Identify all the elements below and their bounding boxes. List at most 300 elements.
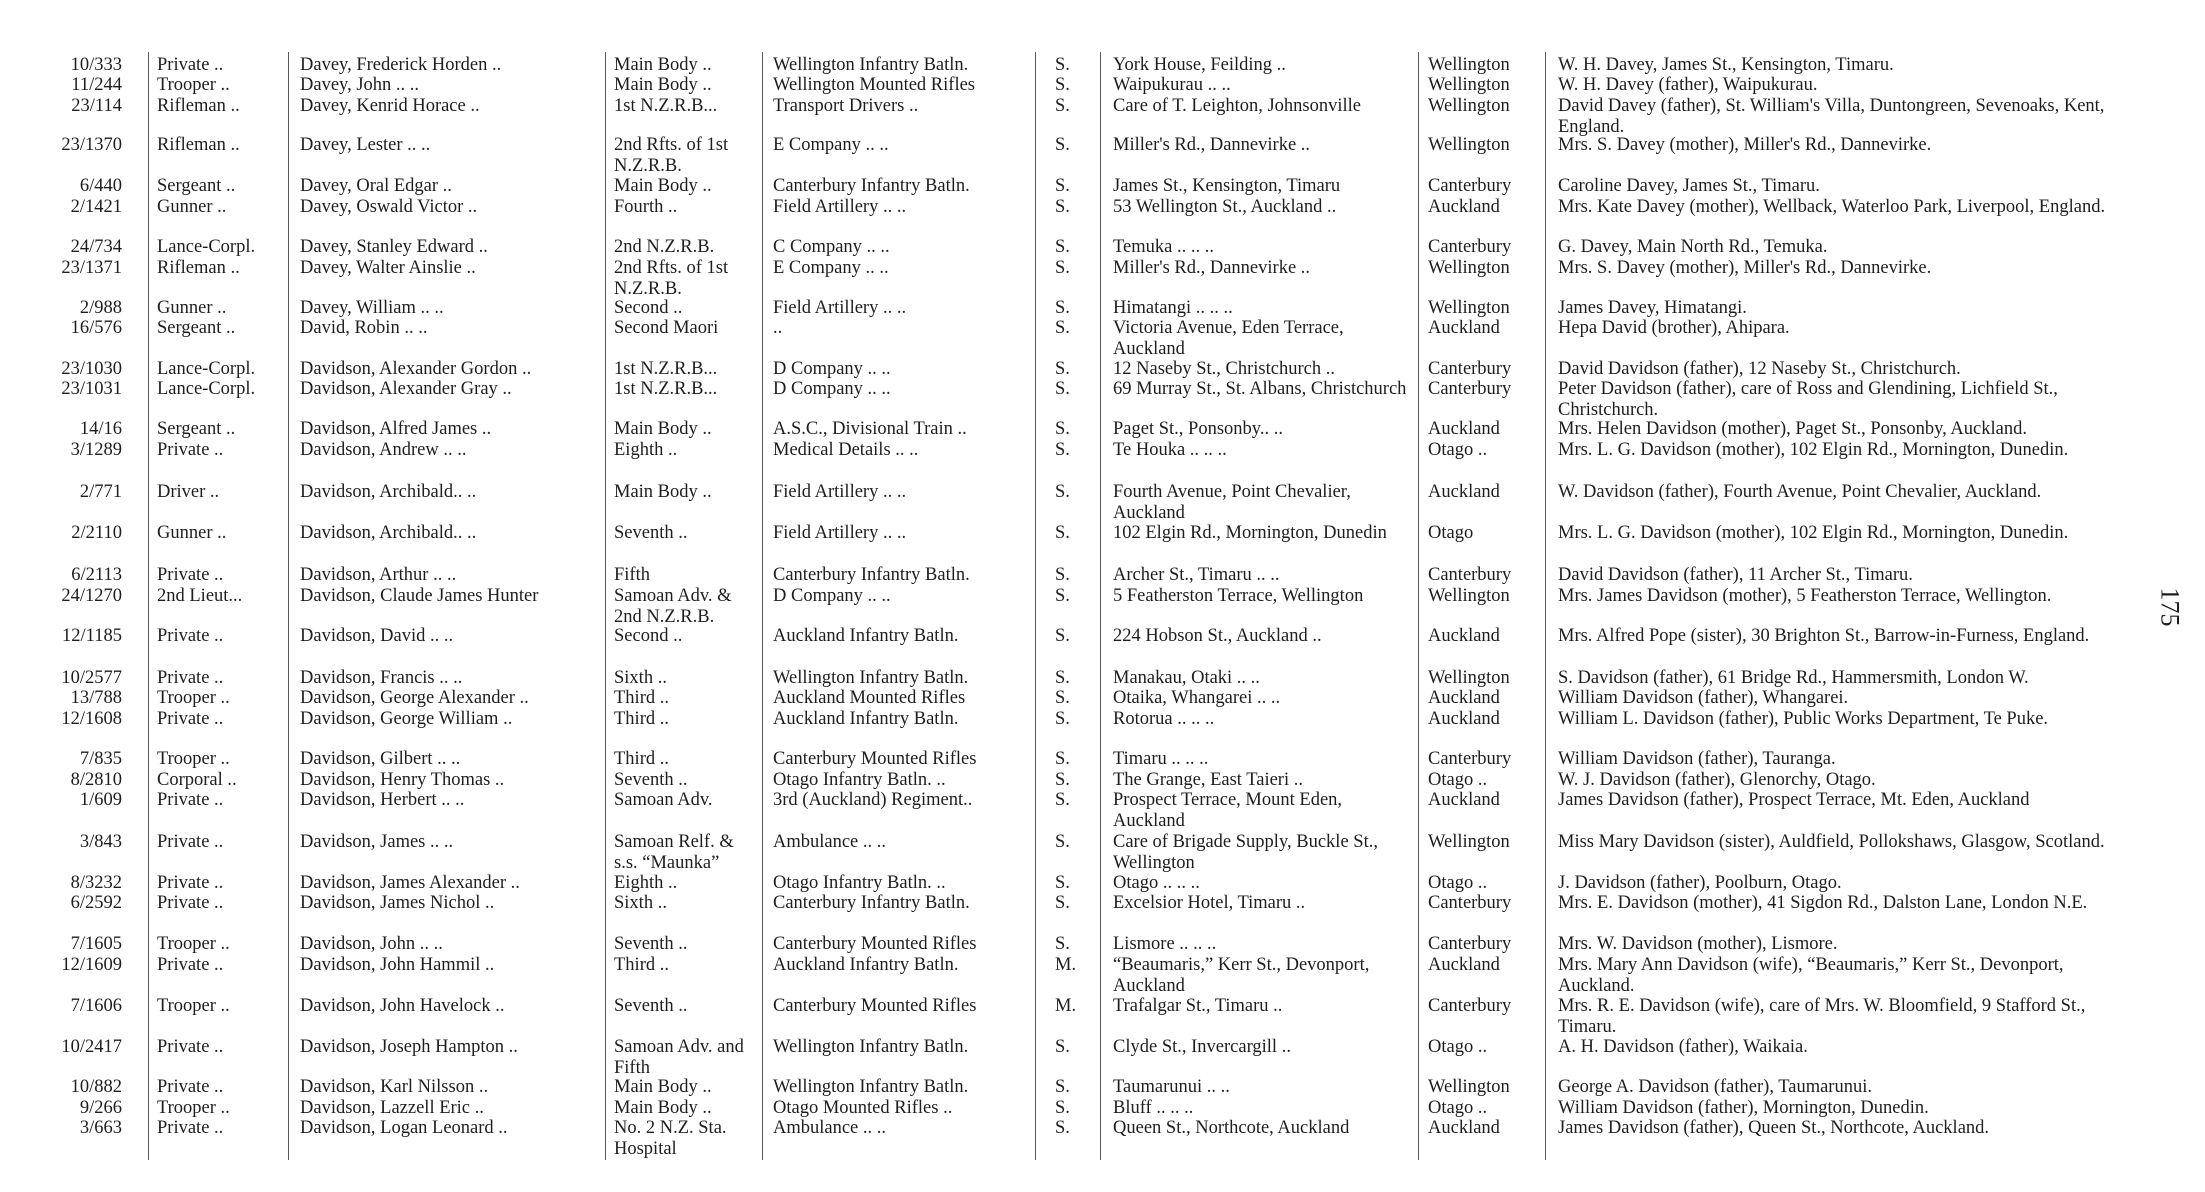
entry-district: Wellington — [1428, 586, 1510, 606]
entry-number: 12/1609 — [61, 955, 122, 975]
entry-name: Davidson, John Havelock .. — [300, 996, 505, 1016]
entry-unit: Second .. — [614, 626, 683, 646]
entry-rank: Rifleman .. — [157, 258, 240, 278]
entry-number: 7/1605 — [70, 934, 122, 954]
entry-next-of-kin: Mrs. W. Davidson (mother), Lismore. — [1558, 934, 1838, 954]
entry-marital-status: S. — [1055, 668, 1070, 688]
entry-subunit: Field Artillery .. .. — [773, 298, 907, 318]
entry-next-of-kin: Peter Davidson (father), care of Ross and Glendining, Lichfield St., Christchurch. — [1558, 379, 2058, 420]
entry-next-of-kin: Miss Mary Davidson (sister), Auldfield, Pollokshaws, Glasgow, Scotland. — [1558, 832, 2105, 852]
roll-entry — [0, 1118, 2205, 1160]
entry-name: Davidson, Andrew .. .. — [300, 440, 467, 460]
entry-unit: Main Body .. — [614, 176, 712, 196]
entry-district: Otago .. — [1428, 770, 1488, 790]
entry-district: Auckland — [1428, 688, 1500, 708]
entry-next-of-kin: William L. Davidson (father), Public Works Department, Te Puke. — [1558, 709, 2049, 729]
entry-unit: Eighth .. — [614, 873, 678, 893]
entry-subunit: Otago Infantry Batln. .. — [773, 873, 946, 893]
page-number: 175 — [2155, 587, 2185, 627]
entry-address: Himatangi .. .. .. — [1113, 298, 1233, 318]
entry-rank: Trooper .. — [157, 75, 230, 95]
entry-rank: Private .. — [157, 955, 224, 975]
entry-rank: Private .. — [157, 893, 224, 913]
entry-address: “Beaumaris,” Kerr St., Devonport, Auckland — [1113, 955, 1370, 996]
entry-unit: Fourth .. — [614, 197, 678, 217]
entry-marital-status: M. — [1055, 996, 1077, 1016]
entry-subunit: Canterbury Mounted Rifles — [773, 996, 977, 1016]
entry-unit: Third .. — [614, 709, 669, 729]
entry-name: Davidson, Claude James Hunter — [300, 586, 539, 606]
entry-unit: Eighth .. — [614, 440, 678, 460]
entry-unit: Main Body .. — [614, 75, 712, 95]
roll-entry — [0, 135, 2205, 177]
entry-address: Waipukurau .. .. — [1113, 75, 1231, 95]
roll-entry — [0, 893, 2205, 935]
entry-rank: Private .. — [157, 790, 224, 810]
entry-subunit: Field Artillery .. .. — [773, 523, 907, 543]
entry-marital-status: S. — [1055, 709, 1070, 729]
entry-marital-status: S. — [1055, 1037, 1070, 1057]
entry-name: Davidson, John Hammil .. — [300, 955, 495, 975]
entry-unit: Seventh .. — [614, 523, 688, 543]
entry-district: Auckland — [1428, 1118, 1500, 1138]
entry-number: 23/1370 — [61, 135, 122, 155]
entry-marital-status: S. — [1055, 176, 1070, 196]
roll-entry — [0, 523, 2205, 565]
entry-name: Davidson, George William .. — [300, 709, 513, 729]
entry-number: 23/1031 — [61, 379, 122, 399]
entry-subunit: Wellington Mounted Rifles — [773, 75, 975, 95]
entry-number: 10/2577 — [61, 668, 122, 688]
entry-unit: Fifth — [614, 565, 650, 585]
entry-address: Archer St., Timaru .. .. — [1113, 565, 1280, 585]
entry-district: Otago .. — [1428, 1037, 1488, 1057]
entry-subunit: Ambulance .. .. — [773, 1118, 887, 1138]
entry-next-of-kin: William Davidson (father), Whangarei. — [1558, 688, 1849, 708]
entry-subunit: Auckland Mounted Rifles — [773, 688, 966, 708]
entry-unit: Third .. — [614, 749, 669, 769]
entry-next-of-kin: Mrs. Alfred Pope (sister), 30 Brighton St., Barrow-in-Furness, England. — [1558, 626, 2090, 646]
entry-address: Clyde St., Invercargill .. — [1113, 1037, 1291, 1057]
entry-number: 24/734 — [70, 237, 122, 257]
entry-marital-status: M. — [1055, 955, 1077, 975]
entry-address: Fourth Avenue, Point Chevalier, Auckland — [1113, 482, 1351, 523]
entry-address: Manakau, Otaki .. .. — [1113, 668, 1260, 688]
entry-unit: 1st N.Z.R.B... — [614, 96, 718, 116]
entry-name: Davidson, Alexander Gray .. — [300, 379, 512, 399]
entry-subunit: Canterbury Infantry Batln. — [773, 176, 970, 196]
entry-address: Timaru .. .. .. — [1113, 749, 1209, 769]
entry-rank: Private .. — [157, 1118, 224, 1138]
entry-next-of-kin: George A. Davidson (father), Taumarunui. — [1558, 1077, 1872, 1097]
entry-subunit: E Company .. .. — [773, 258, 889, 278]
entry-number: 23/1030 — [61, 359, 122, 379]
entry-name: Davidson, James Alexander .. — [300, 873, 520, 893]
entry-subunit: Canterbury Mounted Rifles — [773, 934, 977, 954]
entry-number: 10/333 — [70, 55, 122, 75]
entry-district: Auckland — [1428, 197, 1500, 217]
entry-district: Wellington — [1428, 135, 1510, 155]
entry-address: Otaika, Whangarei .. .. — [1113, 688, 1281, 708]
entry-unit: Seventh .. — [614, 770, 688, 790]
entry-name: Davey, Walter Ainslie .. — [300, 258, 476, 278]
entry-marital-status: S. — [1055, 258, 1070, 278]
entry-address: Taumarunui .. .. — [1113, 1077, 1230, 1097]
entry-number: 23/1371 — [61, 258, 122, 278]
entry-district: Wellington — [1428, 832, 1510, 852]
entry-number: 7/1606 — [70, 996, 122, 1016]
entry-number: 6/2113 — [71, 565, 122, 585]
entry-unit: Main Body .. — [614, 419, 712, 439]
entry-next-of-kin: Mrs. Mary Ann Davidson (wife), “Beaumaris,” Kerr St., Devonport, Auckland. — [1558, 955, 2064, 996]
entry-address: 12 Naseby St., Christchurch .. — [1113, 359, 1335, 379]
entry-next-of-kin: James Davidson (father), Prospect Terrace, Mt. Eden, Auckland — [1558, 790, 2030, 810]
entry-unit: Sixth .. — [614, 893, 667, 913]
entry-name: Davidson, David .. .. — [300, 626, 454, 646]
entry-rank: Private .. — [157, 873, 224, 893]
entry-subunit: Otago Infantry Batln. .. — [773, 770, 946, 790]
roll-entry — [0, 955, 2205, 997]
entry-next-of-kin: David Davidson (father), 11 Archer St., Timaru. — [1558, 565, 1913, 585]
entry-number: 3/663 — [79, 1118, 122, 1138]
entry-unit: Second Maori — [614, 318, 719, 338]
entry-next-of-kin: Mrs. L. G. Davidson (mother), 102 Elgin Rd., Mornington, Dunedin. — [1558, 523, 2069, 543]
entry-subunit: Auckland Infantry Batln. — [773, 955, 959, 975]
entry-next-of-kin: Mrs. S. Davey (mother), Miller's Rd., Dannevirke. — [1558, 258, 1932, 278]
entry-number: 10/2417 — [61, 1037, 122, 1057]
entry-district: Wellington — [1428, 668, 1510, 688]
entry-subunit: Wellington Infantry Batln. — [773, 1077, 969, 1097]
roll-entry — [0, 258, 2205, 300]
entry-subunit: Auckland Infantry Batln. — [773, 626, 959, 646]
roll-entry — [0, 790, 2205, 832]
entry-number: 3/1289 — [70, 440, 122, 460]
entry-name: Davidson, James .. .. — [300, 832, 454, 852]
entry-marital-status: S. — [1055, 298, 1070, 318]
entry-subunit: D Company .. .. — [773, 359, 891, 379]
entry-name: Davidson, Gilbert .. .. — [300, 749, 461, 769]
entry-unit: Main Body .. — [614, 1077, 712, 1097]
entry-district: Auckland — [1428, 626, 1500, 646]
entry-rank: Rifleman .. — [157, 135, 240, 155]
roll-entry — [0, 832, 2205, 874]
entry-address: Queen St., Northcote, Auckland — [1113, 1118, 1350, 1138]
entry-district: Auckland — [1428, 790, 1500, 810]
entry-name: David, Robin .. .. — [300, 318, 428, 338]
entry-name: Davidson, Henry Thomas .. — [300, 770, 505, 790]
entry-number: 2/1421 — [70, 197, 122, 217]
entry-district: Otago .. — [1428, 873, 1488, 893]
entry-next-of-kin: W. H. Davey (father), Waipukurau. — [1558, 75, 1818, 95]
roll-entry — [0, 197, 2205, 239]
entry-next-of-kin: Mrs. L. G. Davidson (mother), 102 Elgin Rd., Mornington, Dunedin. — [1558, 440, 2069, 460]
entry-marital-status: S. — [1055, 1118, 1070, 1138]
entry-district: Wellington — [1428, 75, 1510, 95]
entry-address: James St., Kensington, Timaru — [1113, 176, 1341, 196]
entry-name: Davidson, Francis .. .. — [300, 668, 463, 688]
entry-next-of-kin: W. Davidson (father), Fourth Avenue, Point Chevalier, Auckland. — [1558, 482, 2042, 502]
roll-entry — [0, 482, 2205, 524]
entry-subunit: D Company .. .. — [773, 586, 891, 606]
roll-entry — [0, 318, 2205, 360]
entry-unit: No. 2 N.Z. Sta. Hospital — [614, 1118, 727, 1159]
entry-next-of-kin: James Davidson (father), Queen St., Northcote, Auckland. — [1558, 1118, 1990, 1138]
entry-rank: Trooper .. — [157, 688, 230, 708]
entry-subunit: Ambulance .. .. — [773, 832, 887, 852]
entry-rank: 2nd Lieut... — [157, 586, 243, 606]
entry-rank: Trooper .. — [157, 996, 230, 1016]
entry-district: Auckland — [1428, 709, 1500, 729]
entry-marital-status: S. — [1055, 197, 1070, 217]
entry-unit: 1st N.Z.R.B... — [614, 359, 718, 379]
entry-next-of-kin: Mrs. Helen Davidson (mother), Paget St., Ponsonby, Auckland. — [1558, 419, 2027, 439]
entry-district: Canterbury — [1428, 176, 1512, 196]
entry-number: 8/3232 — [70, 873, 122, 893]
entry-next-of-kin: Hepa David (brother), Ahipara. — [1558, 318, 1790, 338]
entry-unit: Third .. — [614, 688, 669, 708]
entry-subunit: 3rd (Auckland) Regiment.. — [773, 790, 973, 810]
entry-marital-status: S. — [1055, 1098, 1070, 1118]
entry-next-of-kin: David Davidson (father), 12 Naseby St., Christchurch. — [1558, 359, 1961, 379]
entry-rank: Gunner .. — [157, 523, 227, 543]
entry-rank: Private .. — [157, 709, 224, 729]
entry-name: Davey, William .. .. — [300, 298, 444, 318]
entry-subunit: Auckland Infantry Batln. — [773, 709, 959, 729]
entry-district: Canterbury — [1428, 749, 1512, 769]
entry-unit: Third .. — [614, 955, 669, 975]
entry-rank: Lance-Corpl. — [157, 379, 256, 399]
roll-entry — [0, 996, 2205, 1038]
entry-name: Davidson, James Nichol .. — [300, 893, 495, 913]
entry-name: Davidson, Alfred James .. — [300, 419, 492, 439]
entry-unit: 2nd Rfts. of 1st N.Z.R.B. — [614, 258, 729, 299]
entry-marital-status: S. — [1055, 482, 1070, 502]
entry-address: 224 Hobson St., Auckland .. — [1113, 626, 1322, 646]
entry-next-of-kin: Mrs. E. Davidson (mother), 41 Sigdon Rd., Dalston Lane, London N.E. — [1558, 893, 2088, 913]
entry-name: Davidson, Archibald.. .. — [300, 482, 477, 502]
roll-entry — [0, 440, 2205, 482]
entry-marital-status: S. — [1055, 565, 1070, 585]
entry-rank: Sergeant .. — [157, 419, 236, 439]
entry-address: Rotorua .. .. .. — [1113, 709, 1215, 729]
entry-subunit: D Company .. .. — [773, 379, 891, 399]
entry-next-of-kin: William Davidson (father), Tauranga. — [1558, 749, 1836, 769]
entry-address: Trafalgar St., Timaru .. — [1113, 996, 1283, 1016]
entry-address: The Grange, East Taieri .. — [1113, 770, 1303, 790]
entry-marital-status: S. — [1055, 96, 1070, 116]
entry-address: Care of T. Leighton, Johnsonville — [1113, 96, 1361, 116]
entry-address: 69 Murray St., St. Albans, Christchurch — [1113, 379, 1407, 399]
entry-number: 9/266 — [79, 1098, 122, 1118]
entry-name: Davidson, Herbert .. .. — [300, 790, 465, 810]
entry-rank: Sergeant .. — [157, 176, 236, 196]
entry-number: 13/788 — [70, 688, 122, 708]
entry-unit: Seventh .. — [614, 934, 688, 954]
entry-marital-status: S. — [1055, 893, 1070, 913]
entry-number: 2/2110 — [71, 523, 122, 543]
entry-marital-status: S. — [1055, 237, 1070, 257]
roll-entry — [0, 96, 2205, 138]
entry-district: Wellington — [1428, 1077, 1510, 1097]
entry-marital-status: S. — [1055, 75, 1070, 95]
entry-rank: Private .. — [157, 440, 224, 460]
entry-rank: Trooper .. — [157, 1098, 230, 1118]
entry-subunit: Field Artillery .. .. — [773, 197, 907, 217]
entry-next-of-kin: William Davidson (father), Mornington, Dunedin. — [1558, 1098, 1929, 1118]
entry-next-of-kin: Caroline Davey, James St., Timaru. — [1558, 176, 1820, 196]
entry-rank: Gunner .. — [157, 298, 227, 318]
entry-address: Te Houka .. .. .. — [1113, 440, 1227, 460]
entry-subunit: Transport Drivers .. — [773, 96, 919, 116]
entry-unit: Sixth .. — [614, 668, 667, 688]
entry-number: 7/835 — [79, 749, 122, 769]
entry-subunit: Otago Mounted Rifles .. — [773, 1098, 953, 1118]
entry-next-of-kin: Mrs. R. E. Davidson (wife), care of Mrs. W. Bloomfield, 9 Stafford St., Timaru. — [1558, 996, 2086, 1037]
entry-number: 3/843 — [79, 832, 122, 852]
entry-number: 1/609 — [79, 790, 122, 810]
entry-subunit: .. — [773, 318, 783, 338]
entry-rank: Lance-Corpl. — [157, 237, 256, 257]
entry-next-of-kin: G. Davey, Main North Rd., Temuka. — [1558, 237, 1828, 257]
entry-next-of-kin: W. H. Davey, James St., Kensington, Timaru. — [1558, 55, 1894, 75]
entry-marital-status: S. — [1055, 770, 1070, 790]
entry-next-of-kin: S. Davidson (father), 61 Bridge Rd., Hammersmith, London W. — [1558, 668, 2029, 688]
entry-rank: Trooper .. — [157, 934, 230, 954]
entry-name: Davey, Lester .. .. — [300, 135, 431, 155]
entry-unit: Samoan Adv. — [614, 790, 713, 810]
entry-unit: Second .. — [614, 298, 683, 318]
entry-name: Davey, Oswald Victor .. — [300, 197, 478, 217]
entry-district: Auckland — [1428, 955, 1500, 975]
entry-next-of-kin: J. Davidson (father), Poolburn, Otago. — [1558, 873, 1842, 893]
entry-number: 6/440 — [79, 176, 122, 196]
roll-entry — [0, 626, 2205, 668]
entry-name: Davidson, Alexander Gordon .. — [300, 359, 532, 379]
entry-marital-status: S. — [1055, 688, 1070, 708]
entry-next-of-kin: James Davey, Himatangi. — [1558, 298, 1747, 318]
entry-marital-status: S. — [1055, 440, 1070, 460]
entry-district: Otago .. — [1428, 1098, 1488, 1118]
entry-next-of-kin: A. H. Davidson (father), Waikaia. — [1558, 1037, 1808, 1057]
entry-unit: Samoan Adv. and Fifth — [614, 1037, 744, 1078]
entry-number: 8/2810 — [70, 770, 122, 790]
entry-name: Davidson, Logan Leonard .. — [300, 1118, 508, 1138]
entry-marital-status: S. — [1055, 523, 1070, 543]
entry-district: Wellington — [1428, 298, 1510, 318]
entry-subunit: Wellington Infantry Batln. — [773, 668, 969, 688]
entry-name: Davey, John .. .. — [300, 75, 420, 95]
entry-name: Davidson, Joseph Hampton .. — [300, 1037, 518, 1057]
entry-rank: Private .. — [157, 1037, 224, 1057]
entry-rank: Rifleman .. — [157, 96, 240, 116]
entry-unit: 2nd Rfts. of 1st N.Z.R.B. — [614, 135, 729, 176]
entry-marital-status: S. — [1055, 832, 1070, 852]
entry-unit: 1st N.Z.R.B... — [614, 379, 718, 399]
entry-name: Davey, Oral Edgar .. — [300, 176, 452, 196]
entry-number: 23/114 — [71, 96, 122, 116]
entry-district: Canterbury — [1428, 359, 1512, 379]
entry-district: Canterbury — [1428, 379, 1512, 399]
entry-number: 10/882 — [70, 1077, 122, 1097]
entry-number: 2/988 — [79, 298, 122, 318]
entry-marital-status: S. — [1055, 934, 1070, 954]
entry-subunit: A.S.C., Divisional Train .. — [773, 419, 967, 439]
entry-address: Otago .. .. .. — [1113, 873, 1200, 893]
entry-marital-status: S. — [1055, 586, 1070, 606]
entry-unit: Main Body .. — [614, 1098, 712, 1118]
entry-number: 12/1185 — [62, 626, 122, 646]
entry-next-of-kin: Mrs. S. Davey (mother), Miller's Rd., Dannevirke. — [1558, 135, 1932, 155]
entry-district: Canterbury — [1428, 237, 1512, 257]
entry-address: 53 Wellington St., Auckland .. — [1113, 197, 1337, 217]
entry-rank: Gunner .. — [157, 197, 227, 217]
entry-name: Davidson, Lazzell Eric .. — [300, 1098, 484, 1118]
entry-address: Bluff .. .. .. — [1113, 1098, 1194, 1118]
entry-subunit: Wellington Infantry Batln. — [773, 1037, 969, 1057]
entry-number: 24/1270 — [61, 586, 122, 606]
entry-rank: Private .. — [157, 1077, 224, 1097]
entry-rank: Private .. — [157, 565, 224, 585]
entry-unit: Seventh .. — [614, 996, 688, 1016]
entry-district: Auckland — [1428, 318, 1500, 338]
entry-name: Davidson, Arthur .. .. — [300, 565, 457, 585]
entry-district: Wellington — [1428, 55, 1510, 75]
entry-marital-status: S. — [1055, 790, 1070, 810]
entry-unit: Main Body .. — [614, 55, 712, 75]
entry-rank: Private .. — [157, 55, 224, 75]
entry-unit: 2nd N.Z.R.B. — [614, 237, 715, 257]
entry-marital-status: S. — [1055, 55, 1070, 75]
entry-address: Excelsior Hotel, Timaru .. — [1113, 893, 1306, 913]
entry-number: 14/16 — [79, 419, 122, 439]
entry-number: 16/576 — [70, 318, 122, 338]
entry-address: Paget St., Ponsonby.. .. — [1113, 419, 1283, 439]
entry-district: Auckland — [1428, 482, 1500, 502]
entry-address: Lismore .. .. .. — [1113, 934, 1217, 954]
entry-subunit: Canterbury Infantry Batln. — [773, 893, 970, 913]
entry-subunit: Canterbury Mounted Rifles — [773, 749, 977, 769]
entry-name: Davidson, Karl Nilsson .. — [300, 1077, 489, 1097]
entry-number: 2/771 — [79, 482, 122, 502]
entry-unit: Main Body .. — [614, 482, 712, 502]
entry-unit: Samoan Relf. & s.s. “Maunka” — [614, 832, 734, 873]
entry-district: Otago .. — [1428, 440, 1488, 460]
entry-marital-status: S. — [1055, 379, 1070, 399]
entry-district: Auckland — [1428, 419, 1500, 439]
entry-number: 6/2592 — [70, 893, 122, 913]
entry-name: Davidson, John .. .. — [300, 934, 443, 954]
entry-district: Canterbury — [1428, 565, 1512, 585]
entry-next-of-kin: Mrs. Kate Davey (mother), Wellback, Waterloo Park, Liverpool, England. — [1558, 197, 2106, 217]
entry-marital-status: S. — [1055, 419, 1070, 439]
entry-district: Otago — [1428, 523, 1474, 543]
entry-subunit: C Company .. .. — [773, 237, 890, 257]
entry-marital-status: S. — [1055, 318, 1070, 338]
entry-name: Davidson, George Alexander .. — [300, 688, 529, 708]
entry-marital-status: S. — [1055, 873, 1070, 893]
entry-subunit: Wellington Infantry Batln. — [773, 55, 969, 75]
roll-entry — [0, 379, 2205, 421]
entry-next-of-kin: David Davey (father), St. William's Villa, Duntongreen, Sevenoaks, Kent, England. — [1558, 96, 2105, 137]
entry-subunit: Canterbury Infantry Batln. — [773, 565, 970, 585]
entry-name: Davey, Kenrid Horace .. — [300, 96, 480, 116]
entry-rank: Trooper .. — [157, 749, 230, 769]
entry-district: Wellington — [1428, 258, 1510, 278]
roll-entry — [0, 586, 2205, 628]
entry-name: Davidson, Archibald.. .. — [300, 523, 477, 543]
roll-entry — [0, 709, 2205, 751]
entry-district: Canterbury — [1428, 893, 1512, 913]
